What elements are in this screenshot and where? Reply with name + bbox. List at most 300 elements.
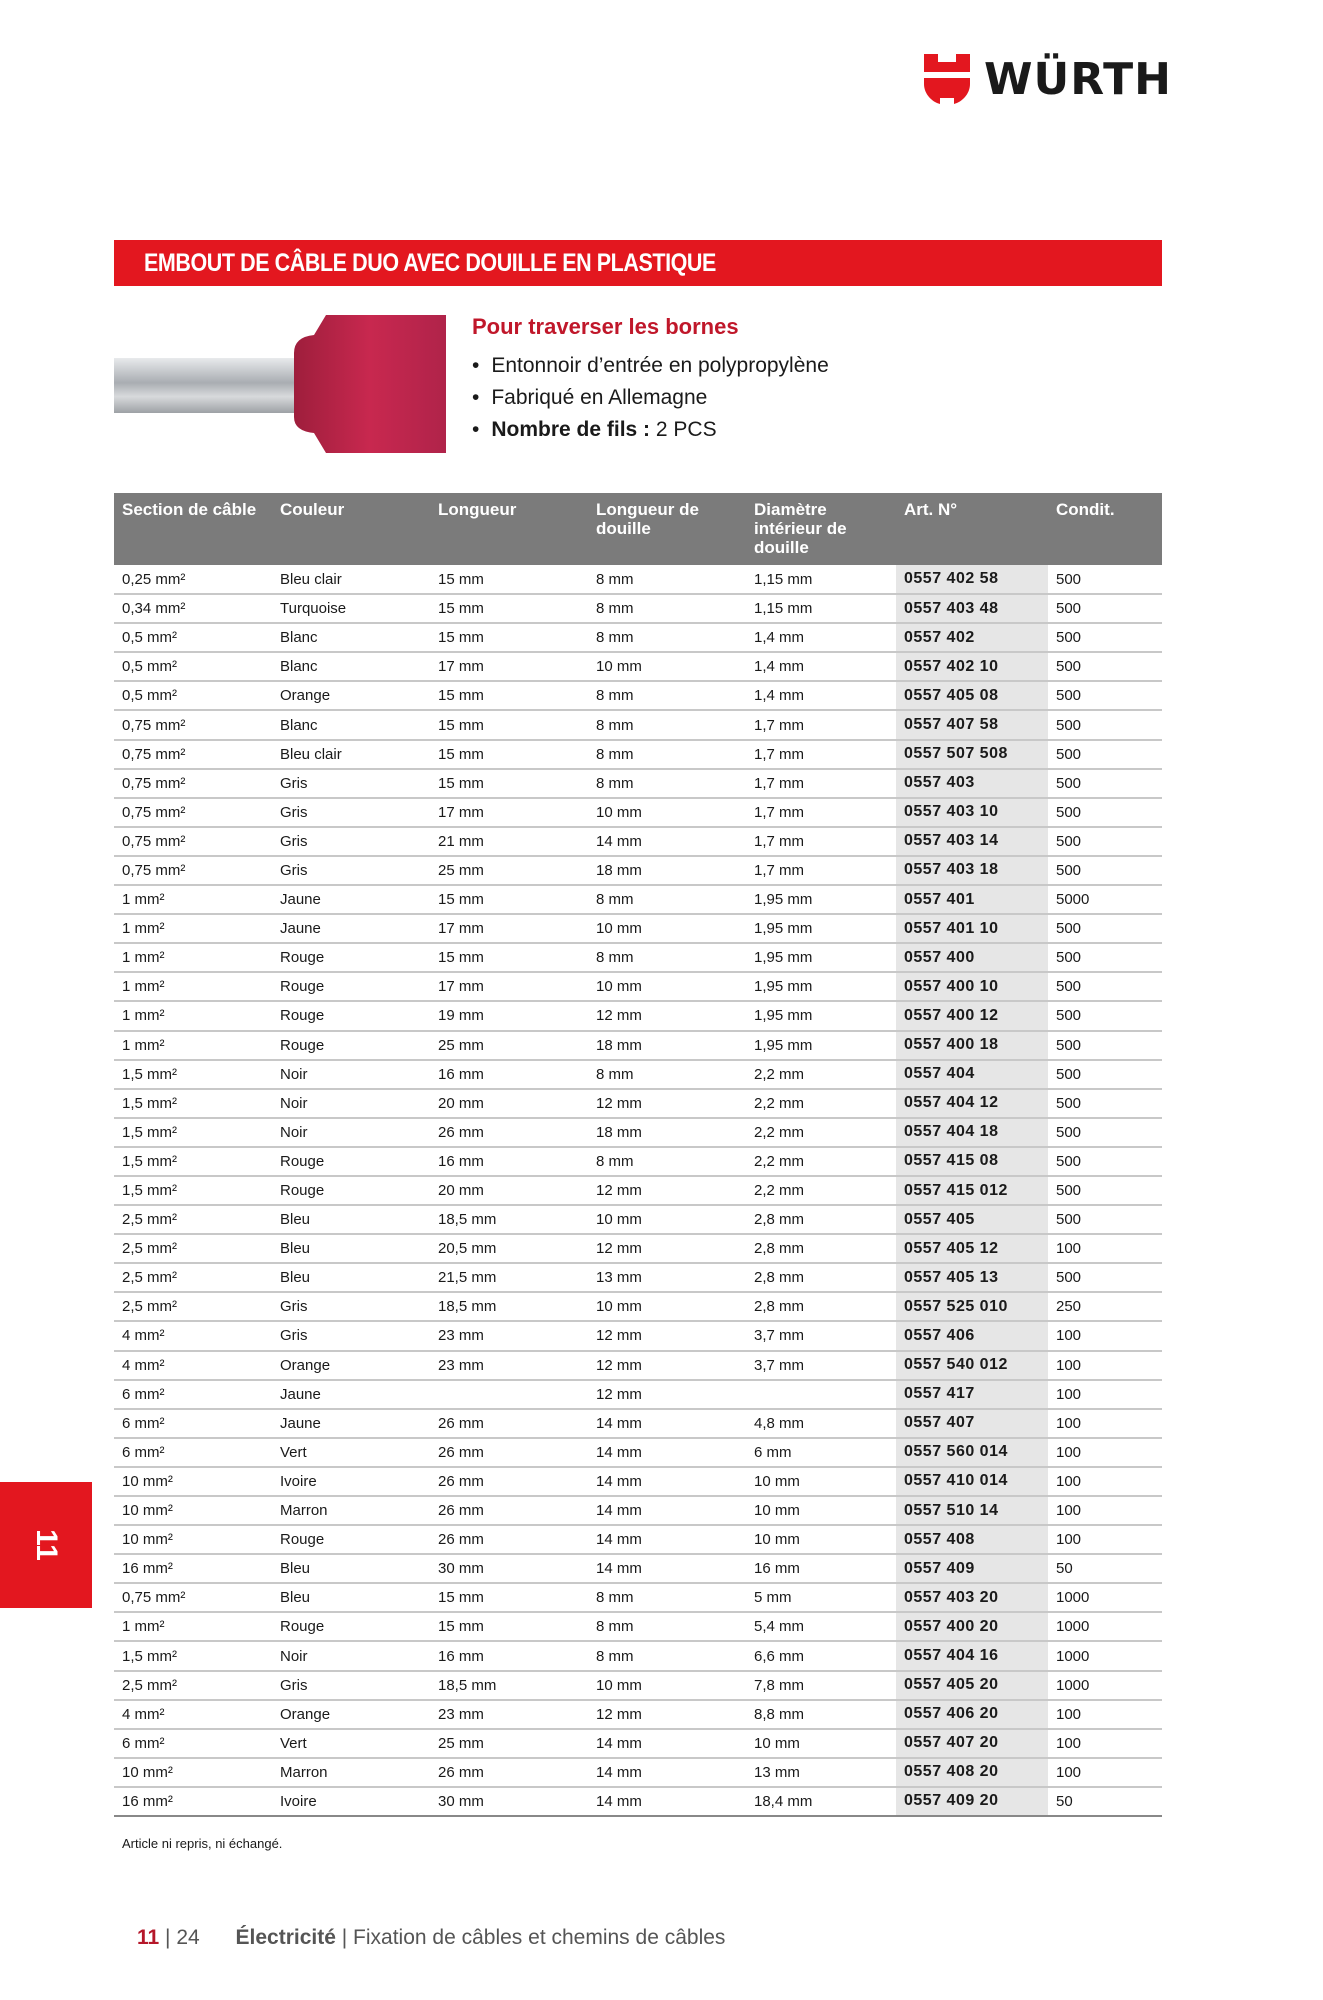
cell-section: 1 mm² xyxy=(114,943,272,972)
cell-section: 2,5 mm² xyxy=(114,1292,272,1321)
table-row xyxy=(114,623,1162,652)
table-row xyxy=(114,1118,1162,1147)
cell-condit: 100 xyxy=(1048,1321,1162,1350)
cell-condit: 500 xyxy=(1048,594,1162,623)
cell-couleur: Rouge xyxy=(272,972,430,1001)
cell-longueur: 15 mm xyxy=(430,769,588,798)
col-section: Section de câble xyxy=(114,493,272,565)
cell-couleur: Noir xyxy=(272,1118,430,1147)
table-header-row xyxy=(114,493,1162,565)
cell-art-no: 0557 417 xyxy=(896,1380,1048,1409)
cell-couleur: Vert xyxy=(272,1729,430,1758)
cell-longueur-douille: 18 mm xyxy=(588,856,746,885)
chapter-tab xyxy=(0,1482,92,1608)
cell-section: 0,75 mm² xyxy=(114,798,272,827)
cell-couleur: Gris xyxy=(272,769,430,798)
cell-couleur: Rouge xyxy=(272,1031,430,1060)
col-art-no: Art. N° xyxy=(896,493,1048,565)
cell-diametre: 10 mm xyxy=(746,1525,896,1554)
cell-section: 1 mm² xyxy=(114,1612,272,1641)
cell-section: 1,5 mm² xyxy=(114,1176,272,1205)
cell-longueur-douille: 10 mm xyxy=(588,1671,746,1700)
cell-diametre: 2,2 mm xyxy=(746,1089,896,1118)
cell-longueur: 19 mm xyxy=(430,1001,588,1030)
cell-longueur: 18,5 mm xyxy=(430,1205,588,1234)
cell-condit: 100 xyxy=(1048,1234,1162,1263)
cell-couleur: Bleu xyxy=(272,1583,430,1612)
cell-couleur: Noir xyxy=(272,1060,430,1089)
page-number: 11 xyxy=(137,1926,160,1949)
cell-art-no: 0557 400 20 xyxy=(896,1612,1048,1641)
cell-condit: 50 xyxy=(1048,1554,1162,1583)
cell-diametre: 3,7 mm xyxy=(746,1321,896,1350)
cell-longueur-douille: 8 mm xyxy=(588,623,746,652)
cell-condit: 500 xyxy=(1048,681,1162,710)
cell-longueur: 15 mm xyxy=(430,1612,588,1641)
cell-section: 2,5 mm² xyxy=(114,1234,272,1263)
table-row xyxy=(114,1409,1162,1438)
cell-longueur: 15 mm xyxy=(430,565,588,594)
cell-couleur: Rouge xyxy=(272,943,430,972)
cell-couleur: Jaune xyxy=(272,1380,430,1409)
cell-longueur: 25 mm xyxy=(430,856,588,885)
cell-couleur: Bleu xyxy=(272,1554,430,1583)
cell-couleur: Jaune xyxy=(272,885,430,914)
cell-diametre: 2,8 mm xyxy=(746,1292,896,1321)
cell-section: 10 mm² xyxy=(114,1525,272,1554)
cell-diametre: 6,6 mm xyxy=(746,1641,896,1670)
cell-diametre: 1,7 mm xyxy=(746,740,896,769)
cell-section: 0,25 mm² xyxy=(114,565,272,594)
table-row xyxy=(114,1612,1162,1641)
table-row xyxy=(114,1758,1162,1787)
cell-diametre: 2,2 mm xyxy=(746,1147,896,1176)
cell-condit: 1000 xyxy=(1048,1583,1162,1612)
cell-art-no: 0557 402 58 xyxy=(896,565,1048,594)
cell-art-no: 0557 402 10 xyxy=(896,652,1048,681)
cell-section: 4 mm² xyxy=(114,1321,272,1350)
table-row xyxy=(114,681,1162,710)
cell-condit: 1000 xyxy=(1048,1641,1162,1670)
cell-art-no: 0557 403 14 xyxy=(896,827,1048,856)
product-image xyxy=(114,315,449,455)
cell-longueur: 30 mm xyxy=(430,1787,588,1816)
cell-diametre: 18,4 mm xyxy=(746,1787,896,1816)
cell-longueur: 15 mm xyxy=(430,943,588,972)
cell-section: 0,34 mm² xyxy=(114,594,272,623)
cell-section: 0,75 mm² xyxy=(114,827,272,856)
cell-condit: 500 xyxy=(1048,1176,1162,1205)
cell-section: 0,5 mm² xyxy=(114,681,272,710)
footnote: Article ni repris, ni échangé. xyxy=(122,1836,283,1851)
cell-diametre: 3,7 mm xyxy=(746,1351,896,1380)
cell-longueur-douille: 14 mm xyxy=(588,1438,746,1467)
cell-longueur: 23 mm xyxy=(430,1351,588,1380)
cell-section: 1 mm² xyxy=(114,1031,272,1060)
cell-art-no: 0557 404 12 xyxy=(896,1089,1048,1118)
cell-diametre: 6 mm xyxy=(746,1438,896,1467)
cell-condit: 100 xyxy=(1048,1380,1162,1409)
cell-couleur: Gris xyxy=(272,1321,430,1350)
cell-diametre: 10 mm xyxy=(746,1496,896,1525)
cell-condit: 500 xyxy=(1048,1060,1162,1089)
cell-condit: 500 xyxy=(1048,710,1162,739)
table-row xyxy=(114,1321,1162,1350)
cell-couleur: Gris xyxy=(272,1671,430,1700)
cell-art-no: 0557 403 10 xyxy=(896,798,1048,827)
table-row xyxy=(114,1583,1162,1612)
cell-longueur: 21,5 mm xyxy=(430,1263,588,1292)
cell-longueur-douille: 8 mm xyxy=(588,565,746,594)
cell-section: 10 mm² xyxy=(114,1467,272,1496)
footer-category: Électricité xyxy=(235,1926,336,1949)
cell-longueur-douille: 10 mm xyxy=(588,798,746,827)
cell-section: 16 mm² xyxy=(114,1787,272,1816)
cell-diametre: 1,15 mm xyxy=(746,594,896,623)
cell-art-no: 0557 404 18 xyxy=(896,1118,1048,1147)
feature-label: Nombre de fils : xyxy=(491,418,651,441)
cell-diametre: 2,8 mm xyxy=(746,1234,896,1263)
cell-condit: 500 xyxy=(1048,1118,1162,1147)
cell-condit: 500 xyxy=(1048,1205,1162,1234)
table-row xyxy=(114,1525,1162,1554)
cell-diametre: 1,7 mm xyxy=(746,856,896,885)
wurth-logo xyxy=(922,52,1172,106)
cell-diametre: 1,95 mm xyxy=(746,1031,896,1060)
col-diametre: Diamètre intérieur de douille xyxy=(746,493,896,565)
cell-diametre: 10 mm xyxy=(746,1729,896,1758)
page-total: 24 xyxy=(176,1926,200,1949)
cell-condit: 100 xyxy=(1048,1351,1162,1380)
table-row xyxy=(114,1089,1162,1118)
cell-longueur-douille: 12 mm xyxy=(588,1176,746,1205)
cell-longueur: 17 mm xyxy=(430,652,588,681)
cell-section: 0,5 mm² xyxy=(114,652,272,681)
cell-longueur: 20,5 mm xyxy=(430,1234,588,1263)
cell-section: 0,75 mm² xyxy=(114,1583,272,1612)
cell-longueur-douille: 14 mm xyxy=(588,1787,746,1816)
cell-longueur: 15 mm xyxy=(430,710,588,739)
cell-art-no: 0557 407 xyxy=(896,1409,1048,1438)
cell-longueur: 16 mm xyxy=(430,1641,588,1670)
cell-longueur: 26 mm xyxy=(430,1409,588,1438)
cell-condit: 50 xyxy=(1048,1787,1162,1816)
cell-art-no: 0557 408 20 xyxy=(896,1758,1048,1787)
cell-diametre: 1,4 mm xyxy=(746,652,896,681)
cell-condit: 100 xyxy=(1048,1758,1162,1787)
table-row xyxy=(114,972,1162,1001)
cell-longueur: 15 mm xyxy=(430,740,588,769)
cell-longueur-douille: 12 mm xyxy=(588,1321,746,1350)
cell-diametre: 1,95 mm xyxy=(746,1001,896,1030)
table-row xyxy=(114,1001,1162,1030)
cell-couleur: Bleu clair xyxy=(272,740,430,769)
table-row xyxy=(114,1467,1162,1496)
cell-longueur-douille: 12 mm xyxy=(588,1380,746,1409)
table-row xyxy=(114,1351,1162,1380)
table-row xyxy=(114,943,1162,972)
cell-art-no: 0557 410 014 xyxy=(896,1467,1048,1496)
cell-diametre: 1,7 mm xyxy=(746,827,896,856)
cell-couleur: Marron xyxy=(272,1496,430,1525)
cell-couleur: Blanc xyxy=(272,623,430,652)
cell-couleur: Bleu clair xyxy=(272,565,430,594)
cell-condit: 5000 xyxy=(1048,885,1162,914)
cell-art-no: 0557 404 16 xyxy=(896,1641,1048,1670)
cell-art-no: 0557 400 xyxy=(896,943,1048,972)
cell-couleur: Rouge xyxy=(272,1176,430,1205)
cell-couleur: Gris xyxy=(272,827,430,856)
table-row xyxy=(114,710,1162,739)
cell-section: 6 mm² xyxy=(114,1409,272,1438)
cell-art-no: 0557 510 14 xyxy=(896,1496,1048,1525)
table-row xyxy=(114,1060,1162,1089)
cell-section: 1 mm² xyxy=(114,885,272,914)
cell-section: 1 mm² xyxy=(114,972,272,1001)
cell-longueur-douille: 10 mm xyxy=(588,652,746,681)
cell-condit: 250 xyxy=(1048,1292,1162,1321)
cell-couleur: Blanc xyxy=(272,710,430,739)
cell-condit: 500 xyxy=(1048,798,1162,827)
cell-diametre: 1,95 mm xyxy=(746,943,896,972)
cell-section: 4 mm² xyxy=(114,1700,272,1729)
cell-diametre: 5,4 mm xyxy=(746,1612,896,1641)
cell-condit: 100 xyxy=(1048,1438,1162,1467)
cell-condit: 500 xyxy=(1048,1031,1162,1060)
cell-couleur: Orange xyxy=(272,1700,430,1729)
col-couleur: Couleur xyxy=(272,493,430,565)
cell-longueur-douille: 8 mm xyxy=(588,885,746,914)
cell-couleur: Ivoire xyxy=(272,1467,430,1496)
table-row xyxy=(114,1380,1162,1409)
table-row xyxy=(114,914,1162,943)
cell-longueur-douille: 14 mm xyxy=(588,1409,746,1438)
cell-longueur: 26 mm xyxy=(430,1118,588,1147)
cell-diametre: 7,8 mm xyxy=(746,1671,896,1700)
cell-longueur: 25 mm xyxy=(430,1729,588,1758)
cell-longueur-douille: 8 mm xyxy=(588,681,746,710)
cell-couleur: Vert xyxy=(272,1438,430,1467)
table-row xyxy=(114,1292,1162,1321)
cell-section: 0,75 mm² xyxy=(114,740,272,769)
cell-couleur: Gris xyxy=(272,856,430,885)
cell-longueur-douille: 8 mm xyxy=(588,740,746,769)
table-row xyxy=(114,1031,1162,1060)
cell-condit: 1000 xyxy=(1048,1612,1162,1641)
cell-longueur-douille: 10 mm xyxy=(588,914,746,943)
cell-section: 1,5 mm² xyxy=(114,1060,272,1089)
cell-condit: 500 xyxy=(1048,943,1162,972)
cell-section: 0,5 mm² xyxy=(114,623,272,652)
cell-longueur: 23 mm xyxy=(430,1321,588,1350)
cell-art-no: 0557 525 010 xyxy=(896,1292,1048,1321)
cell-couleur: Orange xyxy=(272,1351,430,1380)
cell-art-no: 0557 405 xyxy=(896,1205,1048,1234)
cell-section: 0,75 mm² xyxy=(114,710,272,739)
cell-couleur: Gris xyxy=(272,1292,430,1321)
cell-longueur-douille: 18 mm xyxy=(588,1118,746,1147)
table-row xyxy=(114,1641,1162,1670)
cell-longueur: 16 mm xyxy=(430,1060,588,1089)
cell-section: 6 mm² xyxy=(114,1380,272,1409)
cell-diametre: 1,7 mm xyxy=(746,710,896,739)
product-table xyxy=(114,493,1162,1817)
cell-longueur-douille: 14 mm xyxy=(588,1729,746,1758)
table-row xyxy=(114,1729,1162,1758)
feature-value: 2 PCS xyxy=(650,418,717,441)
product-intro xyxy=(472,314,829,446)
col-longueur-douille: Longueur de douille xyxy=(588,493,746,565)
cell-section: 1,5 mm² xyxy=(114,1641,272,1670)
cell-section: 1,5 mm² xyxy=(114,1089,272,1118)
cell-art-no: 0557 409 20 xyxy=(896,1787,1048,1816)
cell-art-no: 0557 415 012 xyxy=(896,1176,1048,1205)
table-row xyxy=(114,1554,1162,1583)
cell-couleur: Rouge xyxy=(272,1612,430,1641)
cell-couleur: Blanc xyxy=(272,652,430,681)
cell-condit: 500 xyxy=(1048,769,1162,798)
cell-longueur-douille: 12 mm xyxy=(588,1351,746,1380)
cell-longueur-douille: 8 mm xyxy=(588,1060,746,1089)
cell-art-no: 0557 560 014 xyxy=(896,1438,1048,1467)
cell-longueur: 26 mm xyxy=(430,1758,588,1787)
cell-longueur-douille: 10 mm xyxy=(588,1205,746,1234)
cell-longueur: 18,5 mm xyxy=(430,1292,588,1321)
cell-longueur-douille: 14 mm xyxy=(588,1554,746,1583)
table-row xyxy=(114,856,1162,885)
cell-couleur: Jaune xyxy=(272,1409,430,1438)
footer-divider: | xyxy=(335,1926,354,1949)
cell-art-no: 0557 405 12 xyxy=(896,1234,1048,1263)
table-row xyxy=(114,1234,1162,1263)
table-row xyxy=(114,1147,1162,1176)
feature-list xyxy=(472,350,829,446)
cell-longueur: 17 mm xyxy=(430,914,588,943)
cell-diametre: 5 mm xyxy=(746,1583,896,1612)
cell-condit: 500 xyxy=(1048,827,1162,856)
cell-longueur: 15 mm xyxy=(430,681,588,710)
cell-condit: 100 xyxy=(1048,1467,1162,1496)
cell-longueur: 17 mm xyxy=(430,798,588,827)
cell-art-no: 0557 403 18 xyxy=(896,856,1048,885)
cell-diametre xyxy=(746,1380,896,1409)
cell-couleur: Marron xyxy=(272,1758,430,1787)
cell-longueur: 23 mm xyxy=(430,1700,588,1729)
cell-diametre: 1,4 mm xyxy=(746,623,896,652)
col-condit: Condit. xyxy=(1048,493,1162,565)
cell-art-no: 0557 406 xyxy=(896,1321,1048,1350)
cell-section: 4 mm² xyxy=(114,1351,272,1380)
cell-condit: 500 xyxy=(1048,972,1162,1001)
cell-section: 0,75 mm² xyxy=(114,856,272,885)
cell-longueur: 15 mm xyxy=(430,885,588,914)
cell-diametre: 2,8 mm xyxy=(746,1205,896,1234)
cell-couleur: Turquoise xyxy=(272,594,430,623)
cell-longueur-douille: 8 mm xyxy=(588,1583,746,1612)
cell-art-no: 0557 406 20 xyxy=(896,1700,1048,1729)
table-row xyxy=(114,1438,1162,1467)
cell-longueur-douille: 18 mm xyxy=(588,1031,746,1060)
table-row xyxy=(114,565,1162,594)
cell-condit: 500 xyxy=(1048,1147,1162,1176)
cell-longueur-douille: 8 mm xyxy=(588,1641,746,1670)
cell-art-no: 0557 409 xyxy=(896,1554,1048,1583)
cell-art-no: 0557 507 508 xyxy=(896,740,1048,769)
feature-item: • Entonnoir d’entrée en polypropylène xyxy=(472,350,829,382)
cell-longueur-douille: 12 mm xyxy=(588,1234,746,1263)
cell-diametre: 8,8 mm xyxy=(746,1700,896,1729)
cell-longueur: 21 mm xyxy=(430,827,588,856)
cell-diametre: 2,2 mm xyxy=(746,1118,896,1147)
cell-longueur-douille: 8 mm xyxy=(588,594,746,623)
cell-art-no: 0557 400 10 xyxy=(896,972,1048,1001)
cell-longueur xyxy=(430,1380,588,1409)
cell-longueur: 16 mm xyxy=(430,1147,588,1176)
cell-couleur: Gris xyxy=(272,798,430,827)
cell-art-no: 0557 405 13 xyxy=(896,1263,1048,1292)
cell-couleur: Noir xyxy=(272,1641,430,1670)
cell-longueur-douille: 8 mm xyxy=(588,710,746,739)
col-longueur: Longueur xyxy=(430,493,588,565)
cell-section: 1 mm² xyxy=(114,1001,272,1030)
intro-heading: Pour traverser les bornes xyxy=(472,314,739,339)
cell-longueur: 25 mm xyxy=(430,1031,588,1060)
cell-longueur: 20 mm xyxy=(430,1089,588,1118)
feature-item xyxy=(472,414,829,446)
cell-section: 10 mm² xyxy=(114,1496,272,1525)
cell-condit: 100 xyxy=(1048,1729,1162,1758)
cell-condit: 500 xyxy=(1048,740,1162,769)
cell-section: 10 mm² xyxy=(114,1758,272,1787)
cell-diametre: 1,4 mm xyxy=(746,681,896,710)
cell-condit: 500 xyxy=(1048,565,1162,594)
cell-longueur-douille: 12 mm xyxy=(588,1089,746,1118)
cell-couleur: Bleu xyxy=(272,1234,430,1263)
cell-section: 1,5 mm² xyxy=(114,1118,272,1147)
cell-section: 1 mm² xyxy=(114,914,272,943)
cell-diametre: 2,8 mm xyxy=(746,1263,896,1292)
cell-longueur-douille: 14 mm xyxy=(588,1496,746,1525)
cell-condit: 1000 xyxy=(1048,1671,1162,1700)
cell-longueur-douille: 14 mm xyxy=(588,827,746,856)
footer-subcategory: Fixation de câbles et chemins de câbles xyxy=(353,1926,726,1949)
cell-longueur-douille: 14 mm xyxy=(588,1758,746,1787)
cell-longueur: 18,5 mm xyxy=(430,1671,588,1700)
cell-diametre: 1,95 mm xyxy=(746,885,896,914)
section-title: EMBOUT DE CÂBLE DUO AVEC DOUILLE EN PLASTIQUE xyxy=(144,249,716,277)
cell-longueur-douille: 12 mm xyxy=(588,1001,746,1030)
table-row xyxy=(114,1700,1162,1729)
table-row xyxy=(114,1496,1162,1525)
cell-art-no: 0557 403 48 xyxy=(896,594,1048,623)
cell-longueur-douille: 12 mm xyxy=(588,1700,746,1729)
cell-condit: 500 xyxy=(1048,914,1162,943)
cell-art-no: 0557 407 58 xyxy=(896,710,1048,739)
table-row xyxy=(114,1263,1162,1292)
cell-section: 2,5 mm² xyxy=(114,1671,272,1700)
cell-condit: 500 xyxy=(1048,652,1162,681)
cell-diametre: 1,95 mm xyxy=(746,914,896,943)
section-banner xyxy=(114,240,1162,286)
cell-art-no: 0557 404 xyxy=(896,1060,1048,1089)
cell-longueur: 26 mm xyxy=(430,1525,588,1554)
cell-couleur: Rouge xyxy=(272,1001,430,1030)
cell-diametre: 2,2 mm xyxy=(746,1176,896,1205)
cell-longueur: 26 mm xyxy=(430,1496,588,1525)
table-row xyxy=(114,594,1162,623)
cell-condit: 100 xyxy=(1048,1525,1162,1554)
cell-longueur: 26 mm xyxy=(430,1438,588,1467)
